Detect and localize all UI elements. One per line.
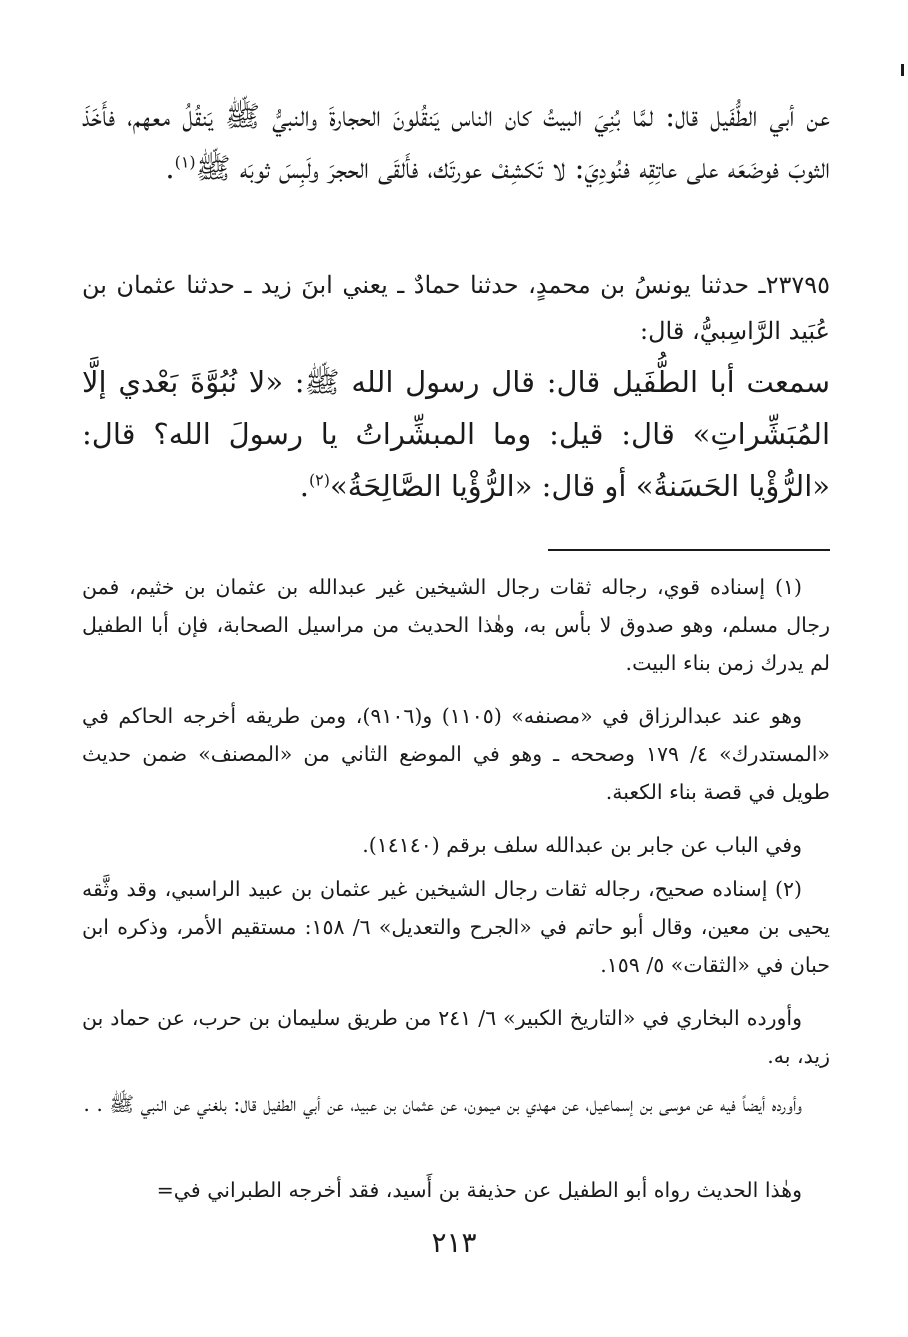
hadith-opening-end: . — [165, 151, 175, 185]
hadith-text-end: . — [299, 469, 309, 503]
page-number: ٢١٣ — [431, 1226, 477, 1259]
footnote-2-bukhari-alt: وأورده أيضاً فيه عن موسى بن إسماعيل، عن مهدي بن ميمون، عن عثمان بن عبيد، عن أبي الطفيل قال: بلغني عن النبي ﷺ . . — [83, 1092, 802, 1116]
footnote-separator — [548, 549, 830, 551]
footnote-2-tabarani: وهٰذا الحديث رواه أبو الطفيل عن حذيفة بن أَسيد، فقد أخرجه الطبراني في= — [156, 1178, 802, 1202]
hadith-text-paragraph — [82, 356, 830, 512]
hadith-opening-text: عن أبي الطُّفَيل قال: لمَّا بُنِيَ البيتُ كان الناس يَنقُلونَ الحجارةَ والنبيُّ ﷺ يَنقُلُ معهم، فأَخَذَ الثوبَ فوضَعَه على عاتِقِه فنُودِيَ: لا تَكشِفْ عورتَك، فأَلقَى الحجرَ ولَبِسَ ثوبَه ﷺ — [82, 99, 830, 185]
page-edge-mark — [901, 64, 904, 76]
hadith-text: سمعت أبا الطُّفَيل قال: قال رسول الله ﷺ: «لا نُبُوَّةَ بَعْدي إلَّا المُبَشِّراتِ» قال: قيل: وما المبشِّراتُ يا رسولَ الله؟ قال: «الرُّؤْيا الحَسَنةُ» أو قال: «الرُّؤْيا الصَّالِحَةُ» — [82, 365, 830, 503]
hadith-opening-paragraph — [82, 90, 830, 194]
footnote-ref-1: (١) — [174, 152, 196, 172]
footnote-2-bukhari: وأورده البخاري في «التاريخ الكبير» ٦/ ٢٤١ من طريق سليمان بن حرب، عن حماد بن زيد، به. — [82, 1006, 830, 1068]
footnote-ref-2: (٢) — [308, 470, 330, 490]
hadith-chain-paragraph — [82, 262, 830, 354]
footnote-1-related: وفي الباب عن جابر بن عبدالله سلف برقم (١٤١٤٠). — [362, 833, 802, 857]
footnote-1-sources: وهو عند عبدالرزاق في «مصنفه» (١١٠٥) و(٩١٠٦)، ومن طريقه أخرجه الحاكم في «المستدرك» ٤/ ١٧٩ وصححه ـ وهو في الموضع الثاني من «المصنف» ضمن حديث طويل في قصة بناء الكعبة. — [82, 704, 830, 804]
footnote-2: (٢) إسناده صحيح، رجاله ثقات رجال الشيخين غير عثمان بن عبيد الراسبي، وقد وثَّقه يحيى بن معين، وقال أبو حاتم في «الجرح والتعديل» ٦/ ١٥٨: مستقيم الأمر، وذكره ابن حبان في «الثقات» ٥/ ١٥٩. — [82, 877, 830, 977]
footnote-1: (١) إسناده قوي، رجاله ثقات رجال الشيخين غير عبدالله بن عثمان بن خثيم، فمن رجال مسلم، وهو صدوق لا بأس به، وهٰذا الحديث من مراسيل الصحابة، فإن أبا الطفيل لم يدرك زمن بناء البيت. — [82, 575, 830, 675]
hadith-chain-text: ٢٣٧٩٥ـ حدثنا يونسُ بن محمدٍ، حدثنا حمادٌ ـ يعني ابنَ زيد ـ حدثنا عثمان بن عُبَيد الرَّاسِبيُّ، قال: — [82, 271, 831, 345]
